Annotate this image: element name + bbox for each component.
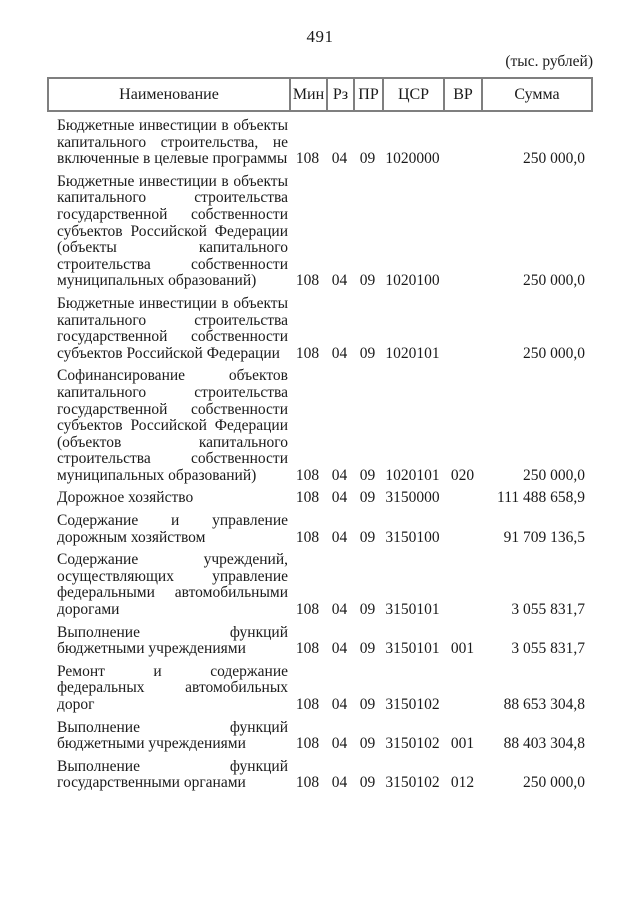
cell-rz: 04 bbox=[331, 774, 348, 792]
page-number: 491 bbox=[306, 27, 334, 46]
cell-summa: 250 000,0 bbox=[523, 344, 585, 362]
cell-summa: 250 000,0 bbox=[523, 272, 585, 290]
cell-tsr: 1020100 bbox=[385, 272, 440, 290]
cell-tsr: 1020101 bbox=[385, 466, 440, 484]
table-row bbox=[47, 513, 593, 546]
cell-vr: 001 bbox=[450, 735, 475, 753]
cell-min: 108 bbox=[295, 696, 320, 713]
cell-summa: 250 000,0 bbox=[523, 466, 585, 484]
cell-pr: 09 bbox=[359, 489, 376, 507]
column-header-pr: ПР bbox=[353, 79, 382, 110]
cell-summa: 250 000,0 bbox=[523, 774, 585, 792]
cell-rz: 04 bbox=[331, 696, 348, 713]
cell-summa: 91 709 136,5 bbox=[503, 528, 585, 546]
column-header-name: Наименование bbox=[119, 85, 219, 103]
cell-summa: 88 403 304,8 bbox=[503, 735, 585, 753]
cell-rz: 04 bbox=[331, 150, 348, 168]
cell-min: 108 bbox=[295, 640, 320, 658]
cell-tsr: 3150101 bbox=[385, 601, 440, 619]
cell-tsr: 3150102 bbox=[385, 696, 440, 713]
column-header-tsr: ЦСР bbox=[382, 79, 443, 110]
cell-min: 108 bbox=[295, 735, 320, 753]
cell-summa: 88 653 304,8 bbox=[503, 696, 585, 713]
table-row bbox=[47, 759, 593, 792]
cell-name: Выполнение функций государственными органами bbox=[57, 757, 288, 792]
column-header-vr: ВР bbox=[443, 79, 481, 110]
cell-min: 108 bbox=[295, 272, 320, 290]
cell-pr: 09 bbox=[359, 696, 376, 713]
cell-name: Софинансирование объектов капитального строительства государственной собственности субъектов Российской Федерации (объектов капитального строительства собственности муниципальных образований) bbox=[57, 367, 288, 484]
cell-min: 108 bbox=[295, 344, 320, 362]
table-header-row bbox=[47, 77, 593, 112]
cell-tsr: 3150101 bbox=[385, 640, 440, 658]
cell-min: 108 bbox=[295, 528, 320, 546]
cell-summa: 3 055 831,7 bbox=[511, 640, 585, 658]
table-row bbox=[47, 625, 593, 658]
table-row bbox=[47, 552, 593, 618]
cell-rz: 04 bbox=[331, 735, 348, 753]
cell-tsr: 1020101 bbox=[385, 344, 440, 362]
column-header-summa: Сумма bbox=[481, 79, 591, 110]
table-row bbox=[47, 296, 593, 362]
cell-min: 108 bbox=[295, 150, 320, 168]
cell-rz: 04 bbox=[331, 466, 348, 484]
cell-pr: 09 bbox=[359, 272, 376, 290]
cell-name: Ремонт и содержание федеральных автомобильных дорог bbox=[57, 662, 288, 713]
table-row bbox=[47, 490, 593, 507]
cell-rz: 04 bbox=[331, 489, 348, 507]
cell-name: Содержание и управление дорожным хозяйством bbox=[57, 512, 288, 546]
cell-name: Бюджетные инвестиции в объекты капитального строительства государственной собственности субъектов Российской Федерации (объекты капитального строительства собственности муниципальных образований) bbox=[57, 172, 288, 290]
cell-pr: 09 bbox=[359, 344, 376, 362]
table-row bbox=[47, 720, 593, 753]
budget-table bbox=[47, 77, 593, 798]
cell-name: Бюджетные инвестиции в объекты капитального строительства государственной собственности субъектов Российской Федерации bbox=[57, 294, 288, 362]
cell-tsr: 3150100 bbox=[385, 528, 440, 546]
cell-pr: 09 bbox=[359, 774, 376, 792]
cell-rz: 04 bbox=[331, 528, 348, 546]
cell-rz: 04 bbox=[331, 601, 348, 619]
cell-summa: 111 488 658,9 bbox=[497, 489, 585, 507]
table-row bbox=[47, 118, 593, 168]
cell-tsr: 3150102 bbox=[385, 735, 440, 753]
units-note: (тыс. рублей) bbox=[505, 53, 593, 70]
cell-rz: 04 bbox=[331, 344, 348, 362]
column-header-min: Мин bbox=[289, 79, 326, 110]
cell-name: Бюджетные инвестиции в объекты капитального строительства, не включенные в целевые программы bbox=[57, 117, 288, 168]
cell-vr: 012 bbox=[450, 774, 475, 792]
cell-vr: 020 bbox=[450, 466, 475, 484]
cell-name: Содержание учреждений, осуществляющих управление федеральными автомобильными дорогами bbox=[57, 551, 288, 619]
cell-pr: 09 bbox=[359, 466, 376, 484]
cell-min: 108 bbox=[295, 601, 320, 619]
cell-tsr: 1020000 bbox=[385, 150, 440, 168]
cell-vr: 001 bbox=[450, 640, 475, 658]
cell-name: Выполнение функций бюджетными учреждениями bbox=[57, 623, 288, 658]
table-row bbox=[47, 174, 593, 290]
cell-min: 108 bbox=[295, 466, 320, 484]
cell-pr: 09 bbox=[359, 150, 376, 168]
column-header-rz: Рз bbox=[326, 79, 353, 110]
table-body bbox=[47, 118, 593, 792]
cell-min: 108 bbox=[295, 774, 320, 792]
cell-name: Выполнение функций бюджетными учреждениями bbox=[57, 718, 288, 753]
table-row bbox=[47, 368, 593, 484]
cell-rz: 04 bbox=[331, 640, 348, 658]
cell-pr: 09 bbox=[359, 528, 376, 546]
cell-tsr: 3150000 bbox=[385, 489, 440, 507]
cell-pr: 09 bbox=[359, 601, 376, 619]
cell-min: 108 bbox=[295, 489, 320, 507]
cell-summa: 3 055 831,7 bbox=[511, 601, 585, 619]
table-row bbox=[47, 664, 593, 714]
cell-pr: 09 bbox=[359, 735, 376, 753]
cell-pr: 09 bbox=[359, 640, 376, 658]
cell-name: Дорожное хозяйство bbox=[57, 489, 194, 507]
cell-summa: 250 000,0 bbox=[523, 150, 585, 168]
cell-rz: 04 bbox=[331, 272, 348, 290]
cell-tsr: 3150102 bbox=[385, 774, 440, 792]
